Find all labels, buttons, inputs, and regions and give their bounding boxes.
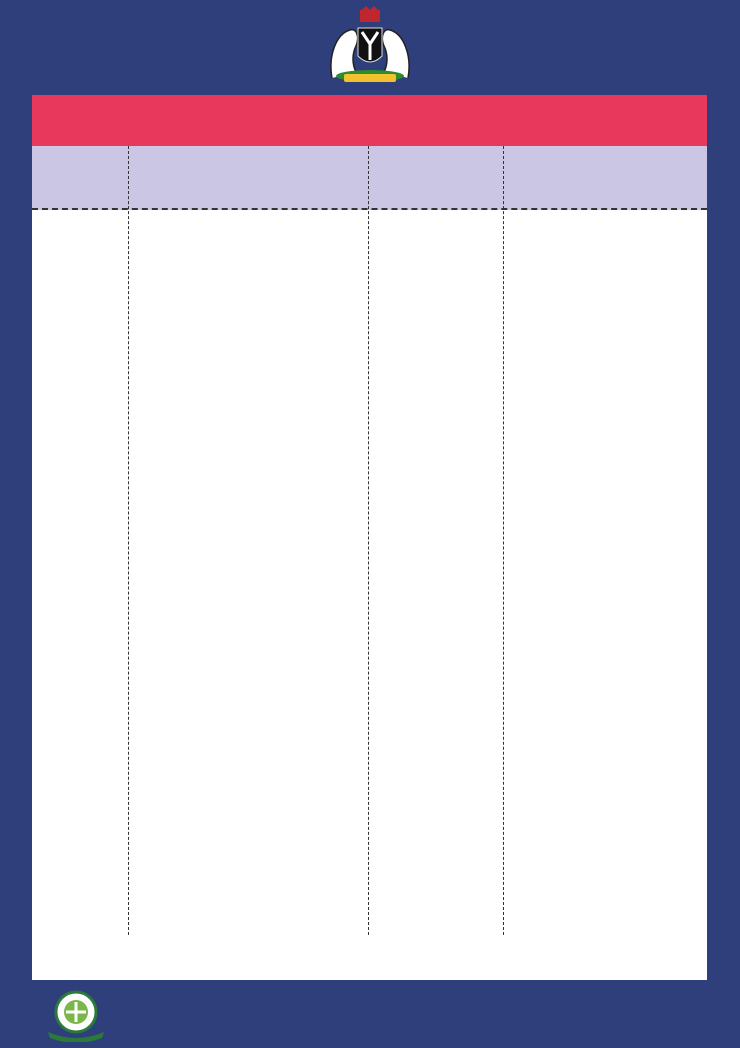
table-header [32, 146, 707, 210]
column-divider [368, 146, 369, 935]
column-divider [128, 146, 129, 935]
nigeria-coat-of-arms-icon [322, 6, 418, 86]
health-agency-logo-icon [44, 988, 108, 1042]
schedule-card [32, 95, 707, 980]
column-divider [503, 146, 504, 935]
page-title [32, 95, 707, 146]
